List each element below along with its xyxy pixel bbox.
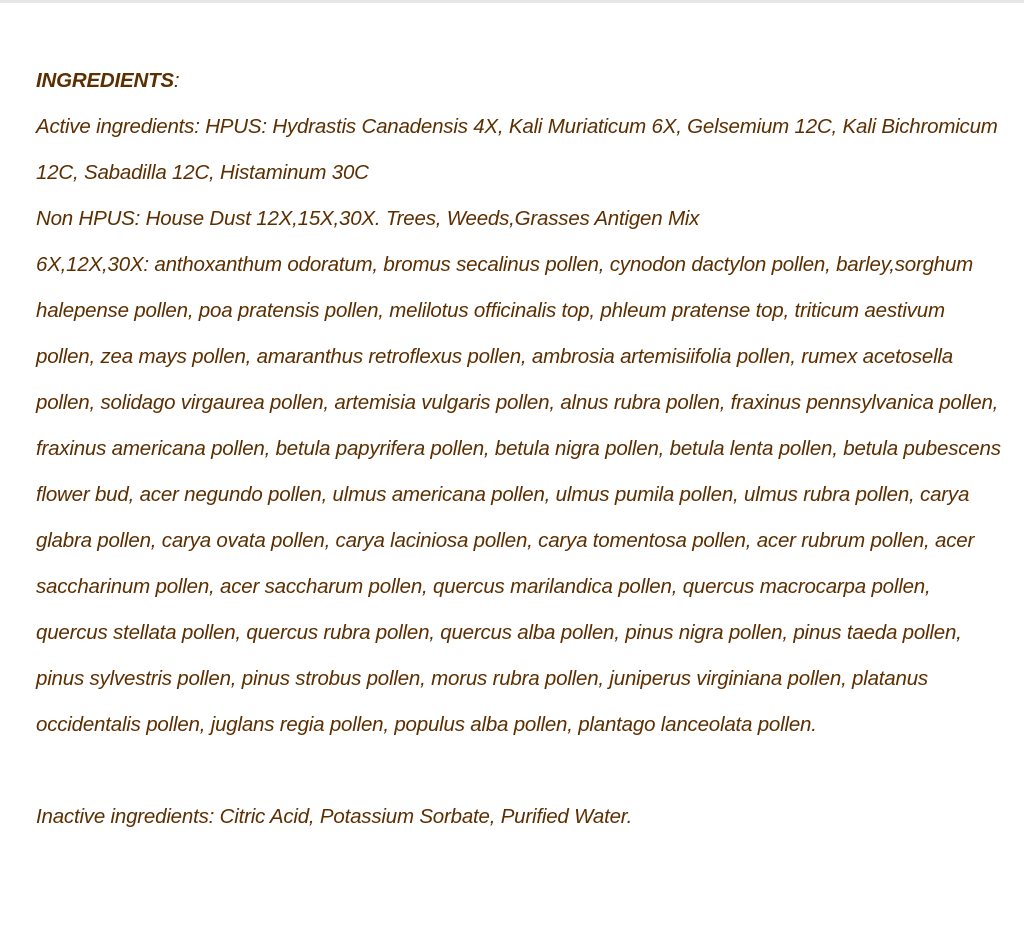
heading-colon: : <box>173 69 180 92</box>
top-divider <box>0 0 1024 3</box>
active-ingredients-text: Active ingredients: HPUS: Hydrastis Canadensis 4X, Kali Muriaticum 6X, Gelsemium 12C, Kali Bichromicum 12C, Sabadilla 12C, Histaminum 30C <box>36 115 998 184</box>
ingredients-section <box>36 58 1006 840</box>
antigen-mix-text: 6X,12X,30X: anthoxanthum odoratum, bromus secalinus pollen, cynodon dactylon pollen, barley,sorghum halepense pollen, poa pratensis pollen, melilotus officinalis top, phleum pratense top, triticum aestivum pollen, zea mays pollen, amaranthus retroflexus pollen, ambrosia artemisiifolia pollen, rumex acetosella pollen, solidago virgaurea pollen, artemisia vulgaris pollen, alnus rubra pollen, fraxinus pennsylvanica pollen, fraxinus americana pollen, betula papyrifera pollen, betula nigra pollen, betula lenta pollen, betula pubescens flower bud, acer negundo pollen, ulmus americana pollen, ulmus pumila pollen, ulmus rubra pollen, carya glabra pollen, carya ovata pollen, carya laciniosa pollen, carya tomentosa pollen, acer rubrum pollen, acer saccharinum pollen, acer saccharum pollen, quercus marilandica pollen, quercus macrocarpa pollen, quercus stellata pollen, quercus rubra pollen, quercus alba pollen, pinus nigra pollen, pinus taeda pollen, pinus sylvestris pollen, pinus strobus pollen, morus rubra pollen, juniperus virginiana pollen, platanus occidentalis pollen, juglans regia pollen, populus alba pollen, plantago lanceolata pollen. <box>36 253 1001 736</box>
paragraph-spacer <box>36 748 1006 794</box>
ingredients-heading-line <box>36 58 1006 104</box>
non-hpus-text: Non HPUS: House Dust 12X,15X,30X. Trees, Weeds,Grasses Antigen Mix <box>36 207 700 230</box>
inactive-ingredients-text: Inactive ingredients: Citric Acid, Potassium Sorbate, Purified Water. <box>36 805 633 828</box>
ingredients-heading: INGREDIENTS <box>36 69 174 92</box>
